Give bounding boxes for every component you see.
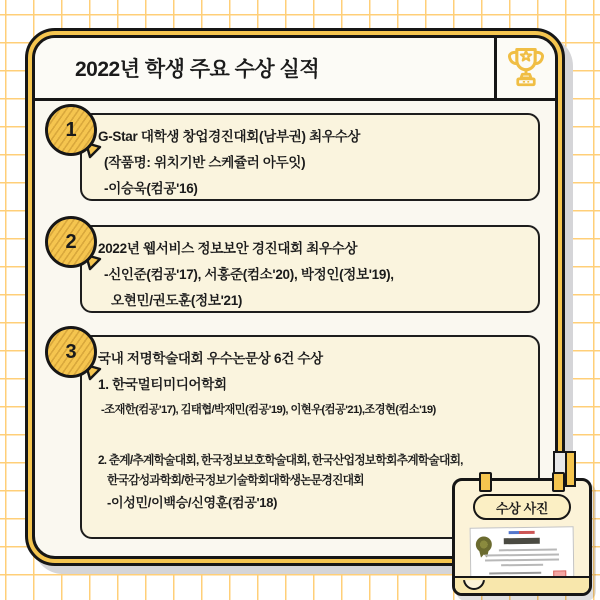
certificate-title-bar: [504, 538, 540, 545]
award-box-1: [80, 113, 540, 201]
badge-3: [45, 326, 97, 378]
badge-3-number: 3: [65, 340, 77, 363]
page-curl: [455, 576, 589, 593]
badge-1: [45, 104, 97, 156]
badge-2-number: 2: [65, 230, 77, 253]
award-1-detail: (작품명: 위치기반 스케쥴러 아두잇): [104, 155, 306, 170]
clip-tab-left-icon: [479, 472, 492, 492]
award-1-title: G-Star 대학생 창업경진대회(남부권) 최우수상: [98, 129, 361, 144]
award-2-names-cont: 오현민/권도훈(정보'21): [111, 293, 243, 308]
award-photo-card: [452, 478, 592, 596]
photo-label-pill: [473, 494, 571, 520]
trophy-icon: [504, 43, 548, 94]
award-3-title: 국내 저명학술대회 우수논문상 6건 수상: [98, 351, 323, 366]
award-3-society-2-cont: 한국감성과학회/한국정보기술학회대학생논문경진대회: [107, 473, 364, 487]
award-1-names: -이승욱(컴공'16): [104, 181, 198, 196]
award-2-names: -신인준(컴공'17), 서홍준(컴소'20), 박정인(정보'19),: [104, 267, 394, 282]
photo-label: 수상 사진: [495, 500, 549, 516]
badge-1-number: 1: [65, 118, 77, 141]
award-3-names-2: -이성민/이백승/신영훈(컴공'18): [107, 495, 278, 510]
award-3-names-1: -조재한(컴공'17), 김태협/박재민(컴공'19), 이현우(컴공'21),조경현(컴소'19): [101, 404, 436, 416]
award-2-title: 2022년 웹서비스 정보보안 경진대회 최우수상: [98, 241, 358, 256]
award-3-society-1: 1. 한국멀티미디어학회: [98, 377, 227, 392]
header: [35, 38, 555, 101]
award-3-society-2: 2. 춘계/추계학술대회, 한국정보보호학술대회, 한국산업정보학회추계학술대회,: [98, 453, 463, 467]
trophy-panel: [494, 38, 555, 98]
certificate-logo: [509, 531, 535, 534]
page-title: 2022년 학생 주요 수상 실적: [75, 58, 320, 81]
ribbon-rosette-icon: [476, 536, 492, 552]
award-box-2: [80, 225, 540, 313]
clip-tab-right-icon: [552, 472, 565, 492]
badge-2: [45, 216, 97, 268]
